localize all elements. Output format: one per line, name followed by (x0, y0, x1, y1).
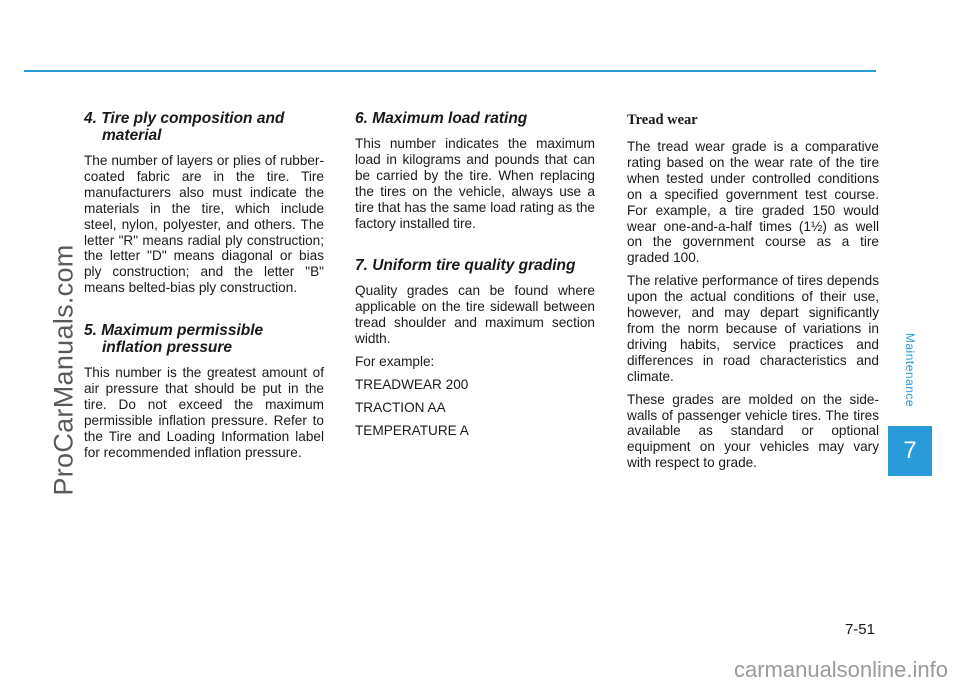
column-3 (627, 110, 879, 478)
chapter-number: 7 (903, 437, 917, 464)
example-treadwear: TREADWEAR 200 (355, 376, 469, 392)
top-rule (24, 70, 876, 72)
paragraph-max-inflation: This number is the greatest amount of air pressure that should be put in the tire. Do not exceed the maximum permissible inflation pressure. Refer to the Tire and Loading Information label for recommended inflation pressure. (84, 365, 324, 460)
heading-max-load: 6. Maximum load rating (355, 110, 528, 127)
column-2 (355, 110, 595, 446)
heading-tread-wear: Tread wear (627, 112, 698, 128)
paragraph-tread-wear-3: These grades are molded on the side-walls of passenger vehicle tires. The tires available as standard or optional equipment on your vehicles may vary with respect to grade. (627, 391, 879, 471)
paragraph-utqg: Quality grades can be found where applicable on the tire sidewall between tread shoulder and maximum section width. (355, 283, 595, 347)
page-number: 7-51 (844, 621, 875, 638)
paragraph-max-load: This number indicates the maximum load in kilograms and pounds that can be carried by the tire. When replacing the tires on the vehicle, always use a tire that has the same load rating as the factory installed tire. (355, 136, 595, 231)
heading-utqg: 7. Uniform tire quality grading (355, 257, 576, 275)
example-temperature: TEMPERATURE A (355, 422, 469, 438)
chapter-tab (888, 426, 932, 476)
paragraph-ply-composition: The number of layers or plies of rubber-coated fabric are in the tire. Tire manufacturers also must indicate the materials in the tire, which include steel, nylon, polyester, and others. The letter "R" means radial ply construction; the letter "D" means diagonal or bias ply construction; and the letter "B" means belted-bias ply construction. (84, 153, 324, 296)
heading-max-inflation: 5. Maximum permissible inflation pressure (84, 322, 264, 357)
watermark-left: ProCarManuals.com (48, 244, 79, 496)
example-traction: TRACTION AA (355, 399, 446, 415)
column-1 (84, 110, 324, 468)
paragraph-tread-wear-2: The relative performance of tires depends upon the actual conditions of their use, however, and may depart significantly from the norm because of variations in driving habits, service practices and differences in road characteristics and climate. (627, 273, 879, 384)
example-label: For example: (355, 354, 435, 370)
section-side-label: Maintenance (903, 332, 917, 408)
heading-ply-composition: 4. Tire ply composition and material (84, 110, 285, 144)
watermark-bottom: carmanualsonline.info (733, 657, 948, 682)
paragraph-tread-wear-1: The tread wear grade is a comparative rating based on the wear rate of the tire when tested under controlled conditions on a specified government test course. For example, a tire graded 150 would wear one-and-a-half times (1½) as well on the government course as a tire graded 100. (627, 139, 879, 266)
